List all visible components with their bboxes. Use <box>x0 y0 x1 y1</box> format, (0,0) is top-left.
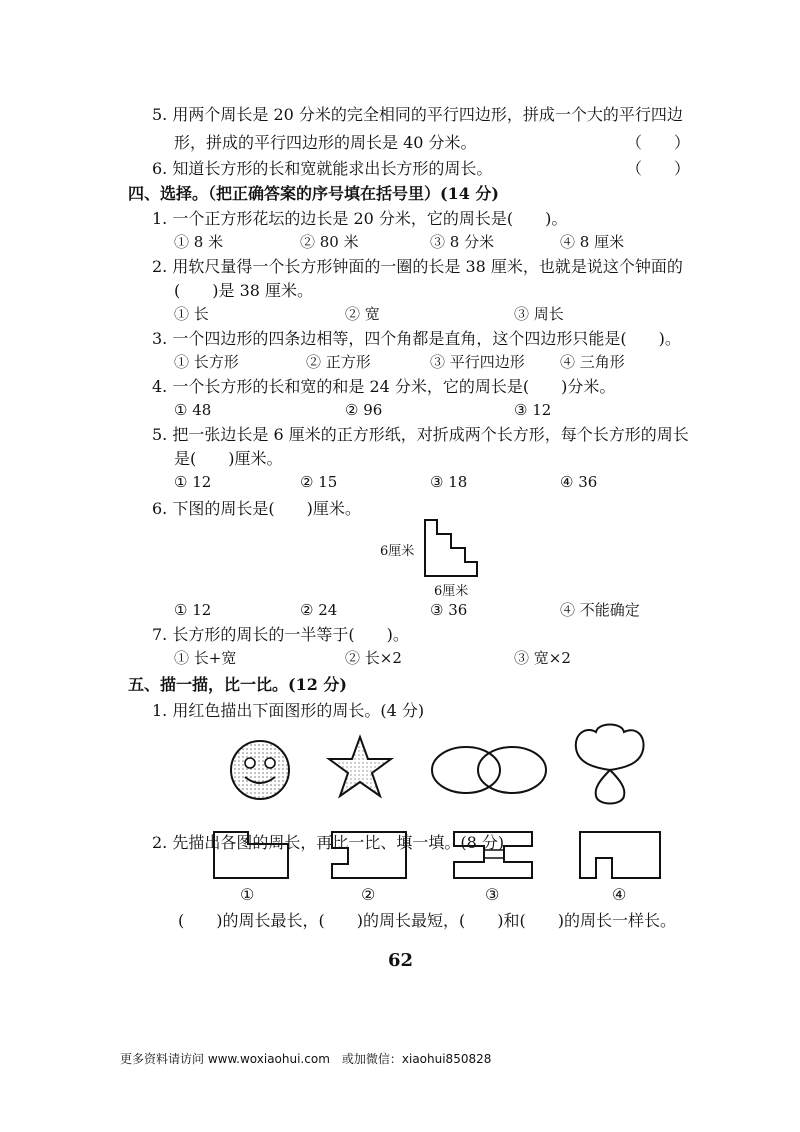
section4-title: 四、选择。（把正确答案的序号填在括号里）(14 分) <box>128 184 499 203</box>
s4-q5-option-1[interactable]: ① 12 <box>174 473 212 491</box>
s4-q5-option-4[interactable]: ④ 36 <box>560 473 598 491</box>
s4-q1-option-4[interactable]: ④ 8 厘米 <box>560 233 625 251</box>
s4-q4-stem: 4. 一个长方形的长和宽的和是 24 分米，它的周长是( )分米。 <box>152 377 616 396</box>
s4-q1-option-1[interactable]: ① 8 米 <box>174 233 224 251</box>
figure-label-4: ④ <box>612 885 627 904</box>
s4-q2-option-3[interactable]: ③ 周长 <box>514 305 564 323</box>
s4-q4-option-1[interactable]: ① 48 <box>174 401 212 419</box>
overlapping-ellipses-figure <box>428 742 550 798</box>
judge-q5-line2: 形，拼成的平行四边形的周长是 40 分米。 <box>174 133 477 152</box>
s5-q1-instruction: 1. 用红色描出下面图形的周长。(4 分) <box>152 701 425 720</box>
flower-drop-figure <box>566 718 654 810</box>
compare-figure-3 <box>448 826 538 884</box>
judge-q5-answer-paren[interactable]: （ ） <box>626 133 691 152</box>
s4-q5-option-2[interactable]: ② 15 <box>300 473 338 491</box>
s5-q2-instruction: 2. 先描出各图的周长，再比一比、填一填。(8 分) <box>152 833 505 852</box>
figure-label-1: ① <box>240 885 255 904</box>
s4-q1-option-3[interactable]: ③ 8 分米 <box>430 233 495 251</box>
s4-q1-stem: 1. 一个正方形花坛的边长是 20 分米，它的周长是( )。 <box>152 209 568 228</box>
s4-q1-option-2[interactable]: ② 80 米 <box>300 233 359 251</box>
staircase-height-label: 6厘米 <box>380 544 415 559</box>
s4-q4-option-3[interactable]: ③ 12 <box>514 401 552 419</box>
s4-q6-option-3[interactable]: ③ 36 <box>430 601 468 619</box>
s4-q7-option-1[interactable]: ① 长+宽 <box>174 649 237 667</box>
s4-q6-option-4[interactable]: ④ 不能确定 <box>560 601 640 619</box>
s5-fill-sentence[interactable]: ( )的周长最长，( )的周长最短，( )和( )的周长一样长。 <box>178 911 676 930</box>
s4-q6-option-1[interactable]: ① 12 <box>174 601 212 619</box>
figure-label-2: ② <box>361 885 376 904</box>
judge-q6: 6. 知道长方形的长和宽就能求出长方形的周长。 <box>152 159 493 178</box>
star-figure <box>325 733 395 803</box>
s4-q3-option-4[interactable]: ④ 三角形 <box>560 353 625 371</box>
s4-q3-option-1[interactable]: ① 长方形 <box>174 353 239 371</box>
footer-note: 更多资料请访问 www.woxiaohui.com 或加微信：xiaohui850828 <box>120 1052 492 1066</box>
s4-q3-option-2[interactable]: ② 正方形 <box>306 353 371 371</box>
smiley-face-figure <box>225 735 295 805</box>
page-number: 62 <box>388 950 414 971</box>
judge-q6-answer-paren[interactable]: （ ） <box>626 159 691 178</box>
compare-figure-4 <box>574 826 668 884</box>
s4-q3-option-3[interactable]: ③ 平行四边形 <box>430 353 525 371</box>
s4-q7-option-3[interactable]: ③ 宽×2 <box>514 649 571 667</box>
s4-q7-stem: 7. 长方形的周长的一半等于( )。 <box>152 625 409 644</box>
compare-figure-2 <box>326 826 414 884</box>
s4-q7-option-2[interactable]: ② 长×2 <box>345 649 402 667</box>
figure-label-3: ③ <box>485 885 500 904</box>
s4-q3-stem: 3. 一个四边形的四条边相等，四个角都是直角，这个四边形只能是( )。 <box>152 329 681 348</box>
compare-figure-1 <box>208 826 296 884</box>
section5-title: 五、描一描，比一比。(12 分) <box>128 675 347 694</box>
s4-q2-stem-line2: ( )是 38 厘米。 <box>174 281 314 300</box>
s4-q2-option-2[interactable]: ② 宽 <box>345 305 380 323</box>
s4-q2-option-1[interactable]: ① 长 <box>174 305 209 323</box>
s4-q5-stem-line1: 5. 把一张边长是 6 厘米的正方形纸，对折成两个长方形，每个长方形的周长 <box>152 425 689 444</box>
s4-q6-option-2[interactable]: ② 24 <box>300 601 338 619</box>
staircase-width-label: 6厘米 <box>434 584 469 599</box>
staircase-figure <box>420 512 490 582</box>
s4-q5-option-3[interactable]: ③ 18 <box>430 473 468 491</box>
s4-q2-stem-line1: 2. 用软尺量得一个长方形钟面的一圈的长是 38 厘米，也就是说这个钟面的 <box>152 257 683 276</box>
judge-q5-line1: 5. 用两个周长是 20 分米的完全相同的平行四边形，拼成一个大的平行四边 <box>152 105 683 124</box>
s4-q6-stem: 6. 下图的周长是( )厘米。 <box>152 499 361 518</box>
s4-q4-option-2[interactable]: ② 96 <box>345 401 383 419</box>
s4-q5-stem-line2: 是( )厘米。 <box>174 449 283 468</box>
